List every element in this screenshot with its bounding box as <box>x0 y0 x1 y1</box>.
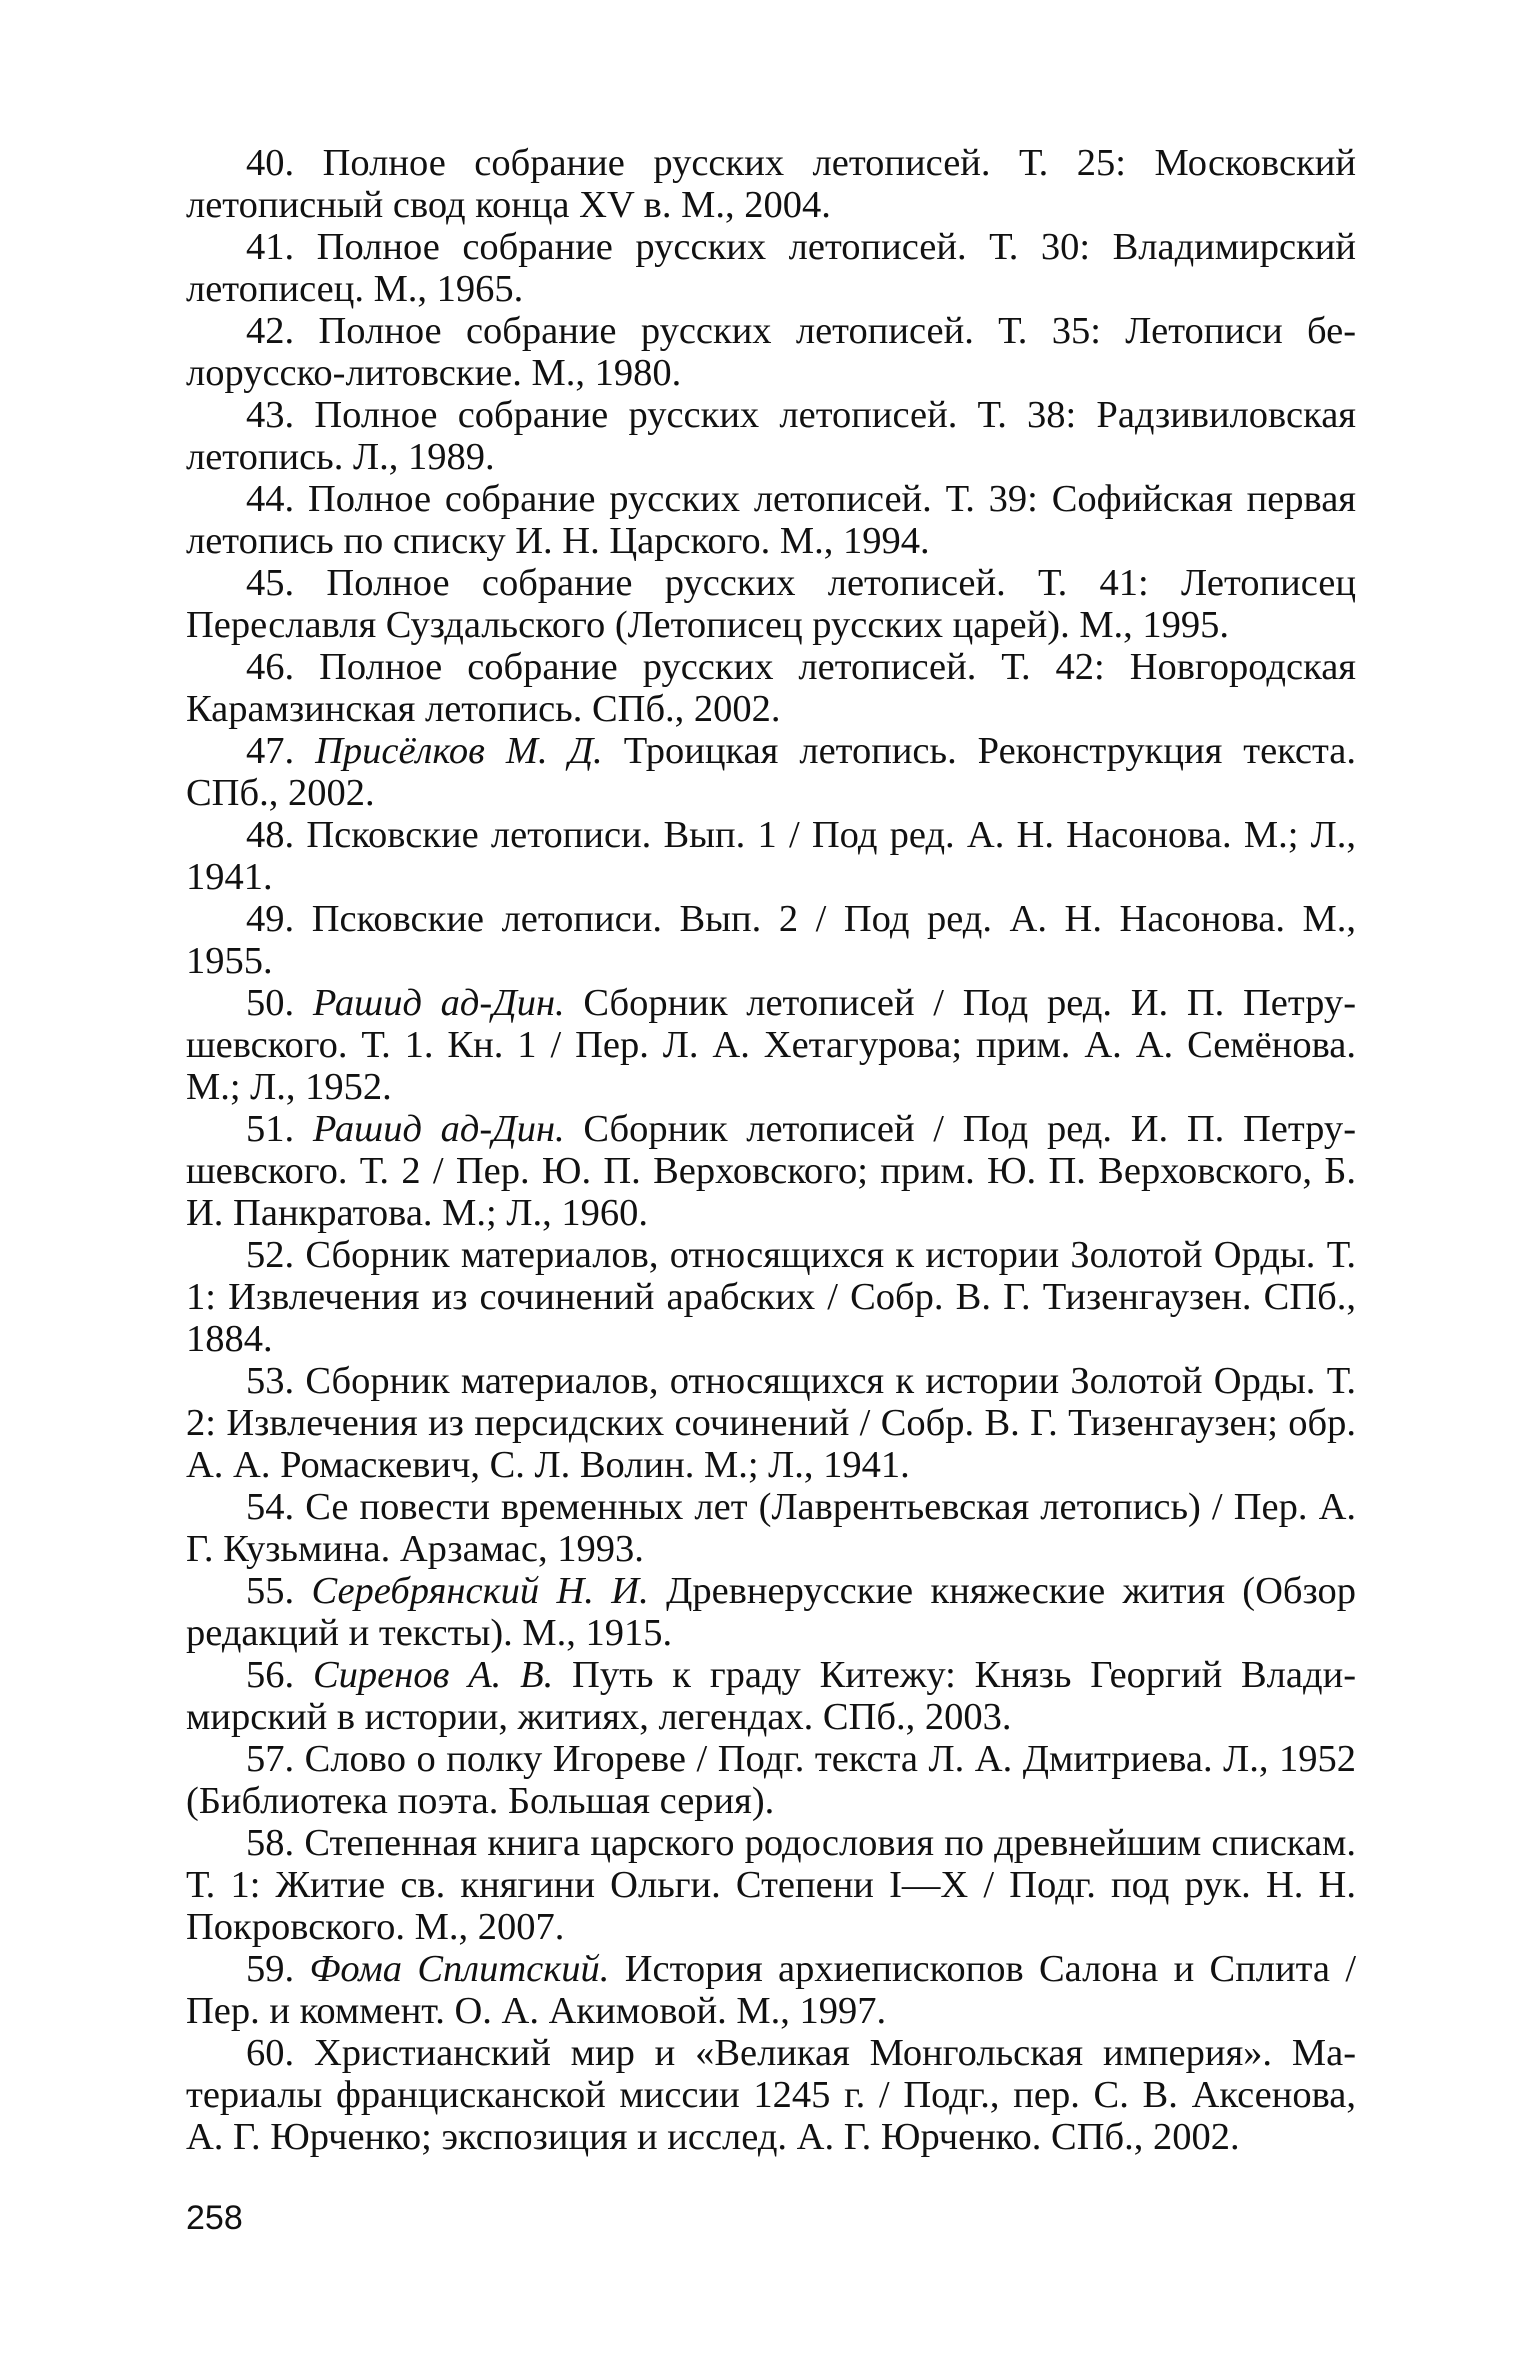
entry-author: Присёлков М. Д. <box>315 730 603 772</box>
entry-number: 45. <box>246 562 295 604</box>
bibliography-entry-58 <box>186 1822 1356 1948</box>
bibliography-entry-44 <box>186 478 1356 562</box>
entry-number: 40. <box>246 142 295 184</box>
entry-text: Сборник летописей / Под ред. И. П. Петрушевского. Т. 1. Кн. 1 / Пер. Л. А. Хетагурова; прим. А. А. Семёнова. М.; Л., 1952. <box>186 982 1357 1108</box>
entry-text: Древнерусские княжеские жития (Обзор редакций и тексты). М., 1915. <box>186 1570 1356 1654</box>
bibliography-entry-50 <box>186 982 1356 1108</box>
entry-text: Троицкая летопись. Реконструкция текста. СПб., 2002. <box>186 730 1357 814</box>
entry-number: 41. <box>246 226 295 268</box>
bibliography-entry-43 <box>186 394 1356 478</box>
entry-text: Полное собрание русских летописей. Т. 30: Владимирский летописец. М., 1965. <box>186 226 1357 310</box>
bibliography-entry-40 <box>186 142 1356 226</box>
entry-number: 57. <box>246 1738 295 1780</box>
entry-number: 59. <box>246 1948 295 1990</box>
entry-author: Рашид ад-Дин. <box>312 982 565 1024</box>
entry-text: Псковские летописи. Вып. 2 / Под ред. А. Н. Насонова. М., 1955. <box>186 898 1357 982</box>
entry-text: Степенная книга царского родословия по древнейшим спискам. Т. 1: Житие св. княгини Ольги. Степени I—X / Подг. под рук. Н. Н. Покровского. М., 2007. <box>186 1822 1356 1948</box>
entry-author: Фома Сплитский. <box>309 1948 610 1990</box>
bibliography-entry-51 <box>186 1108 1356 1234</box>
bibliography-entry-49 <box>186 898 1356 982</box>
page-number: 258 <box>186 2199 243 2237</box>
entry-text: Се повести временных лет (Лаврентьевская летопись) / Пер. А. Г. Кузьмина. Арзамас, 1993. <box>186 1486 1356 1570</box>
entry-number: 54. <box>246 1486 295 1528</box>
entry-text: Полное собрание русских летописей. Т. 25: Московский летописный свод конца XV в. М., 2004. <box>186 142 1356 226</box>
bibliography-entry-60 <box>186 2032 1356 2158</box>
entry-text: Полное собрание русских летописей. Т. 42: Новгородская Карамзинская летопись. СПб., 2002. <box>186 646 1356 730</box>
bibliography-entry-55 <box>186 1570 1356 1654</box>
bibliography-entry-47 <box>186 730 1356 814</box>
entry-author: Сиренов А. В. <box>312 1654 554 1696</box>
entry-number: 42. <box>246 310 295 352</box>
entry-number: 44. <box>246 478 295 520</box>
bibliography-entry-46 <box>186 646 1356 730</box>
entry-text: Путь к граду Китежу: Князь Георгий Владимирский в истории, житиях, легендах. СПб., 2003. <box>186 1654 1357 1738</box>
entry-number: 60. <box>246 2032 295 2074</box>
entry-text: Сборник материалов, относящихся к истории Золотой Орды. Т. 2: Извлечения из персидских сочинений / Собр. В. Г. Тизенгаузен; обр. А. А. Ромаскевич, С. Л. Волин. М.; Л., 1941. <box>186 1360 1357 1486</box>
entry-text: Псковские летописи. Вып. 1 / Под ред. А. Н. Насонова. М.; Л., 1941. <box>186 814 1356 898</box>
bibliography-entry-45 <box>186 562 1356 646</box>
entry-text: История архиепископов Салона и Сплита / Пер. и коммент. О. А. Акимовой. М., 1997. <box>186 1948 1357 2032</box>
entry-number: 47. <box>246 730 295 772</box>
entry-text: Полное собрание русских летописей. Т. 39: Софийская первая летопись по списку И. Н. Царского. М., 1994. <box>186 478 1357 562</box>
bibliography-entry-59 <box>186 1948 1356 2032</box>
entry-number: 48. <box>246 814 295 856</box>
bibliography-entry-41 <box>186 226 1356 310</box>
bibliography-entry-42 <box>186 310 1356 394</box>
bibliography-entry-56 <box>186 1654 1356 1738</box>
entry-author: Серебрянский Н. И. <box>311 1570 649 1612</box>
entry-text: Слово о полку Игореве / Подг. текста Л. А. Дмитриева. Л., 1952 (Библиотека поэта. Большая серия). <box>186 1738 1356 1822</box>
entry-text: Полное собрание русских летописей. Т. 41: Летописец Переславля Суздальского (Летописец русских царей). М., 1995. <box>186 562 1357 646</box>
entry-number: 51. <box>246 1108 295 1150</box>
entry-number: 43. <box>246 394 295 436</box>
bibliography-entry-53 <box>186 1360 1356 1486</box>
entry-number: 56. <box>246 1654 295 1696</box>
entry-text: Сборник материалов, относящихся к истории Золотой Орды. Т. 1: Извлечения из сочинений арабских / Собр. В. Г. Тизенгаузен. СПб., 1884. <box>186 1234 1357 1360</box>
entry-number: 49. <box>246 898 295 940</box>
entry-text: Сборник летописей / Под ред. И. П. Петрушевского. Т. 2 / Пер. Ю. П. Верховского; прим. Ю. П. Верховского, Б. И. Панкратова. М.; Л., 1960. <box>186 1108 1357 1234</box>
entry-text: Полное собрание русских летописей. Т. 35: Летописи белорусско-литовские. М., 1980. <box>186 310 1357 394</box>
bibliography-list <box>186 142 1356 2158</box>
bibliography-entry-48 <box>186 814 1356 898</box>
bibliography-entry-54 <box>186 1486 1356 1570</box>
bibliography-entry-52 <box>186 1234 1356 1360</box>
entry-number: 50. <box>246 982 295 1024</box>
entry-number: 55. <box>246 1570 295 1612</box>
entry-number: 53. <box>246 1360 295 1402</box>
entry-author: Рашид ад-Дин. <box>312 1108 565 1150</box>
entry-text: Христианский мир и «Великая Монгольская империя». Материалы францисканской миссии 1245 г. / Подг., пер. С. В. Аксенова, А. Г. Юрченко; экспозиция и исслед. А. Г. Юрченко. СПб., 2002. <box>186 2032 1357 2158</box>
entry-text: Полное собрание русских летописей. Т. 38: Радзивиловская летопись. Л., 1989. <box>186 394 1356 478</box>
bibliography-entry-57 <box>186 1738 1356 1822</box>
entry-number: 46. <box>246 646 295 688</box>
entry-number: 58. <box>246 1822 295 1864</box>
entry-number: 52. <box>246 1234 295 1276</box>
